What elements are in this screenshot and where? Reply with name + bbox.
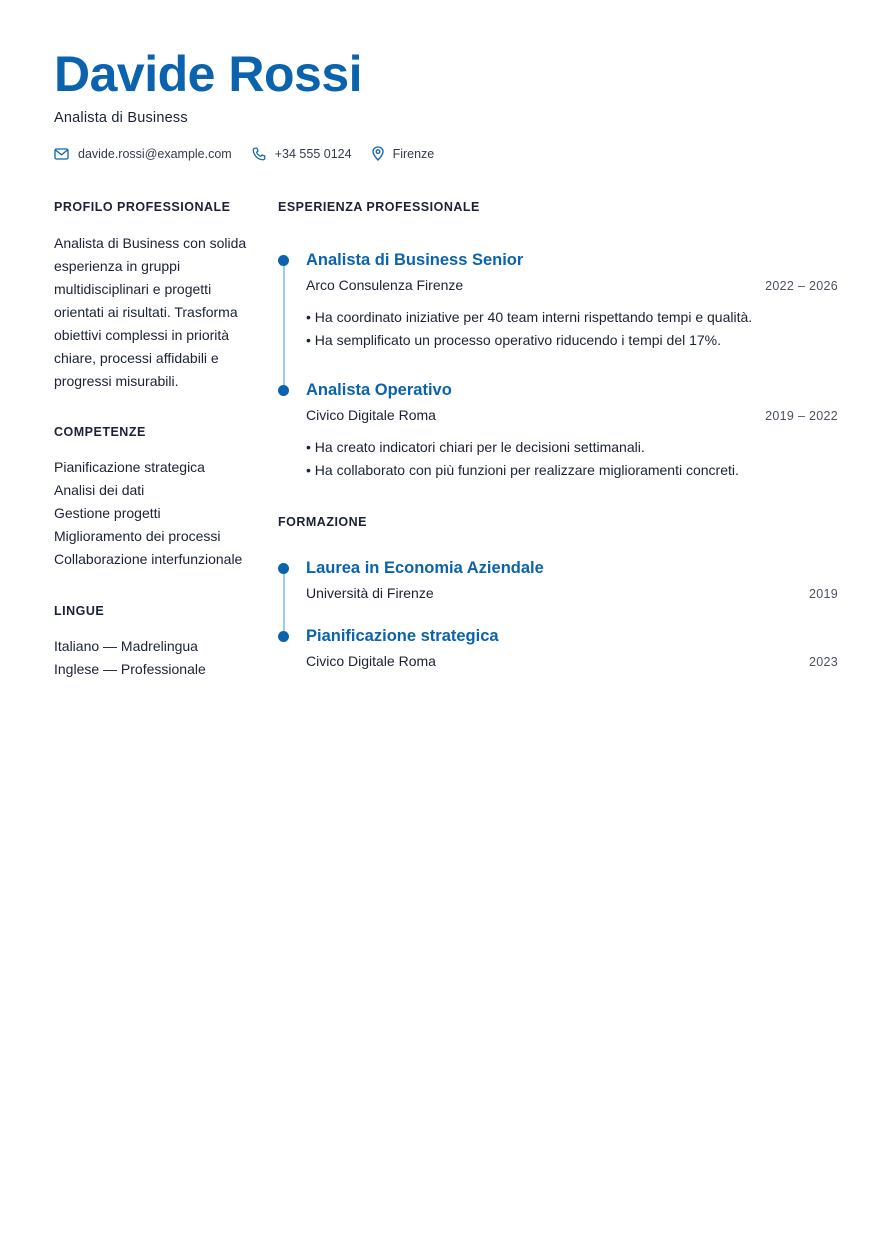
experience-dates: 2019 – 2022 [765, 409, 838, 423]
bullet-item: • Ha creato indicatori chiari per le decisioni settimanali. [306, 439, 645, 455]
education-title: Pianificazione strategica [306, 627, 499, 645]
education-institution: Università di Firenze [306, 585, 434, 601]
education-entry [278, 601, 838, 669]
experience-dates: 2022 – 2026 [765, 279, 838, 293]
location-pin-icon [372, 146, 384, 161]
skill-item: Miglioramento dei processi [54, 528, 221, 544]
language-item: Italiano — Madrelingua [54, 638, 198, 654]
left-column [54, 200, 249, 681]
experience-entry [278, 352, 838, 482]
skills-list [54, 456, 249, 571]
skill-item: Gestione progetti [54, 505, 161, 521]
contact-location [372, 146, 435, 161]
mail-icon [54, 148, 69, 160]
experience-company: Civico Digitale Roma [306, 407, 436, 423]
experience-bullets [306, 436, 838, 482]
bullet-item: • Ha coordinato iniziative per 40 team interni rispettando tempi e qualità. [306, 309, 753, 325]
right-column [278, 200, 838, 669]
skill-item: Collaborazione interfunzionale [54, 551, 243, 567]
bullet-item: • Ha collaborato con più funzioni per realizzare miglioramenti concreti. [306, 462, 739, 478]
education-timeline [278, 529, 838, 669]
languages-heading: LINGUE [54, 604, 105, 618]
contact-bar [54, 146, 454, 161]
education-title: Laurea in Economia Aziendale [306, 559, 544, 577]
contact-email [54, 147, 232, 161]
experience-title: Analista Operativo [306, 381, 452, 399]
contact-phone [252, 147, 352, 161]
language-item: Inglese — Professionale [54, 661, 206, 677]
education-date: 2019 [808, 587, 838, 601]
timeline-dot [278, 255, 289, 266]
languages-list [54, 635, 249, 681]
profile-heading: PROFILO PROFESSIONALE [54, 200, 231, 214]
timeline-dot [278, 563, 289, 574]
job-role: Analista di Business [54, 110, 188, 126]
education-date: 2023 [808, 655, 838, 669]
profile-text: Analista di Business con solida esperienza in gruppi multidisciplinari e progetti orientati ai risultati. Trasforma obiettivi complessi in priorità chiare, processi affidabili e progressi misurabili. [54, 235, 247, 389]
experience-title: Analista di Business Senior [306, 251, 524, 269]
experience-company: Arco Consulenza Firenze [306, 277, 464, 293]
skills-heading: COMPETENZE [54, 425, 146, 439]
experience-entry [278, 214, 838, 352]
education-entry [278, 529, 838, 601]
timeline-dot [278, 385, 289, 396]
phone-icon [252, 147, 266, 161]
skill-item: Analisi dei dati [54, 482, 145, 498]
education-institution: Civico Digitale Roma [306, 653, 436, 669]
phone-text: +34 555 0124 [274, 146, 352, 161]
candidate-name: Davide Rossi [54, 46, 363, 102]
bullet-item: • Ha semplificato un processo operativo riducendo i tempi del 17%. [306, 332, 722, 348]
location-text: Firenze [392, 146, 435, 161]
experience-bullets [306, 306, 838, 352]
experience-heading: ESPERIENZA PROFESSIONALE [278, 200, 480, 214]
education-heading: FORMAZIONE [278, 515, 368, 529]
experience-timeline [278, 214, 838, 482]
skill-item: Pianificazione strategica [54, 459, 205, 475]
email-text: davide.rossi@example.com [78, 146, 232, 161]
timeline-dot [278, 631, 289, 642]
